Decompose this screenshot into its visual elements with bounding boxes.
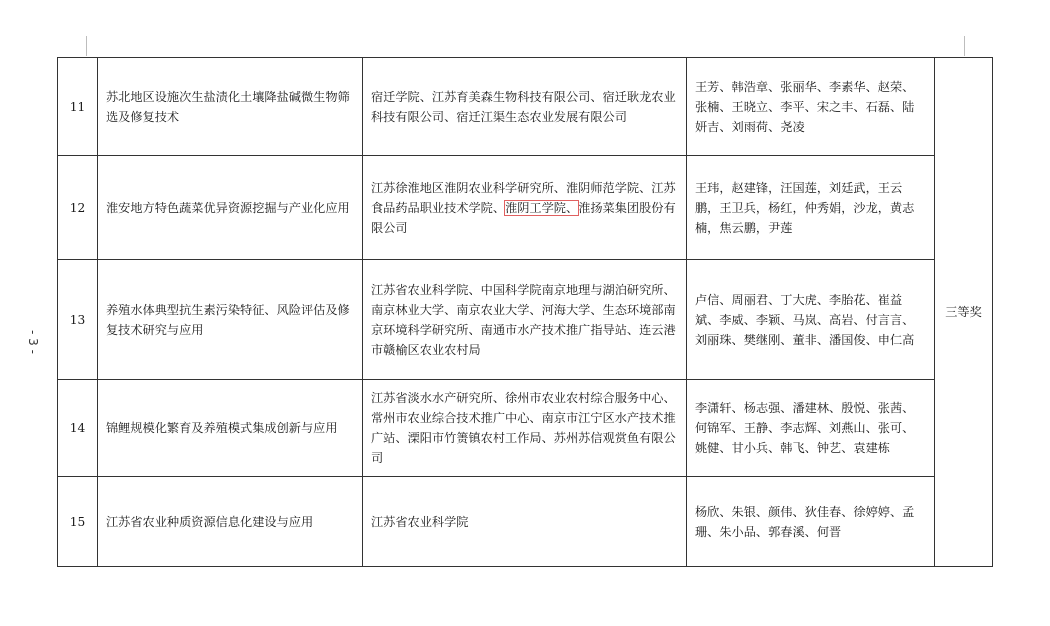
row-number: 12 <box>58 156 98 260</box>
award-level: 三等奖 <box>935 58 993 567</box>
table-row <box>58 380 993 477</box>
completing-units <box>363 156 687 260</box>
row-number: 14 <box>58 380 98 477</box>
table-row <box>58 477 993 567</box>
completing-people: 卢信、周丽君、丁大虎、李胎花、崔益斌、李威、李颖、马岚、高岩、付言言、刘丽珠、樊继刚、董非、潘国俊、申仁高 <box>687 260 935 380</box>
project-name: 养殖水体典型抗生素污染特征、风险评估及修复技术研究与应用 <box>98 260 363 380</box>
award-table <box>57 57 993 567</box>
units-text: 江苏徐淮地区淮阴农业科学研究所、淮阴师范学院、江苏食品药品职业技术学院、 <box>371 180 676 215</box>
completing-units: 宿迁学院、江苏育美森生物科技有限公司、宿迁耿龙农业科技有限公司、宿迁江渠生态农业发展有限公司 <box>363 58 687 156</box>
table-row <box>58 260 993 380</box>
project-name: 江苏省农业种质资源信息化建设与应用 <box>98 477 363 567</box>
table-row <box>58 58 993 156</box>
completing-people: 李潇轩、杨志强、潘建林、殷悦、张茜、何锦军、王静、李志辉、刘燕山、张可、姚健、甘小兵、韩飞、钟艺、袁建栋 <box>687 380 935 477</box>
completing-units: 江苏省农业科学院 <box>363 477 687 567</box>
completing-people: 王玮，赵建锋，汪国莲，刘廷武，王云鹏，王卫兵，杨红，仲秀娟，沙龙，黄志楠，焦云鹏，尹莲 <box>687 156 935 260</box>
row-number: 11 <box>58 58 98 156</box>
page-corner-mark-left <box>86 36 87 56</box>
table-row <box>58 156 993 260</box>
completing-units: 江苏省淡水水产研究所、徐州市农业农村综合服务中心、常州市农业综合技术推广中心、南京市江宁区水产技术推广站、溧阳市竹箦镇农村工作局、苏州苏信观赏鱼有限公司 <box>363 380 687 477</box>
completing-units: 江苏省农业科学院、中国科学院南京地理与湖泊研究所、南京林业大学、南京农业大学、河海大学、生态环境部南京环境科学研究所、南通市水产技术推广指导站、连云港市赣榆区农业农村局 <box>363 260 687 380</box>
row-number: 13 <box>58 260 98 380</box>
project-name: 锦鲤规模化繁育及养殖模式集成创新与应用 <box>98 380 363 477</box>
project-name: 淮安地方特色蔬菜优异资源挖掘与产业化应用 <box>98 156 363 260</box>
highlighted-unit: 淮阴工学院、 <box>505 200 579 215</box>
page-corner-mark-right <box>964 36 965 56</box>
completing-people: 王芳、韩浩章、张丽华、李素华、赵荣、张楠、王晓立、李平、宋之丰、石磊、陆妍吉、刘雨荷、尧凌 <box>687 58 935 156</box>
row-number: 15 <box>58 477 98 567</box>
units-text: 淮扬菜集团股份有限公司 <box>371 200 676 235</box>
project-name: 苏北地区设施次生盐渍化土壤降盐碱微生物筛选及修复技术 <box>98 58 363 156</box>
page-number: - 3 - <box>26 330 40 354</box>
completing-people: 杨欣、朱银、颜伟、狄佳春、徐婷婷、孟珊、朱小品、郭春溪、何晋 <box>687 477 935 567</box>
